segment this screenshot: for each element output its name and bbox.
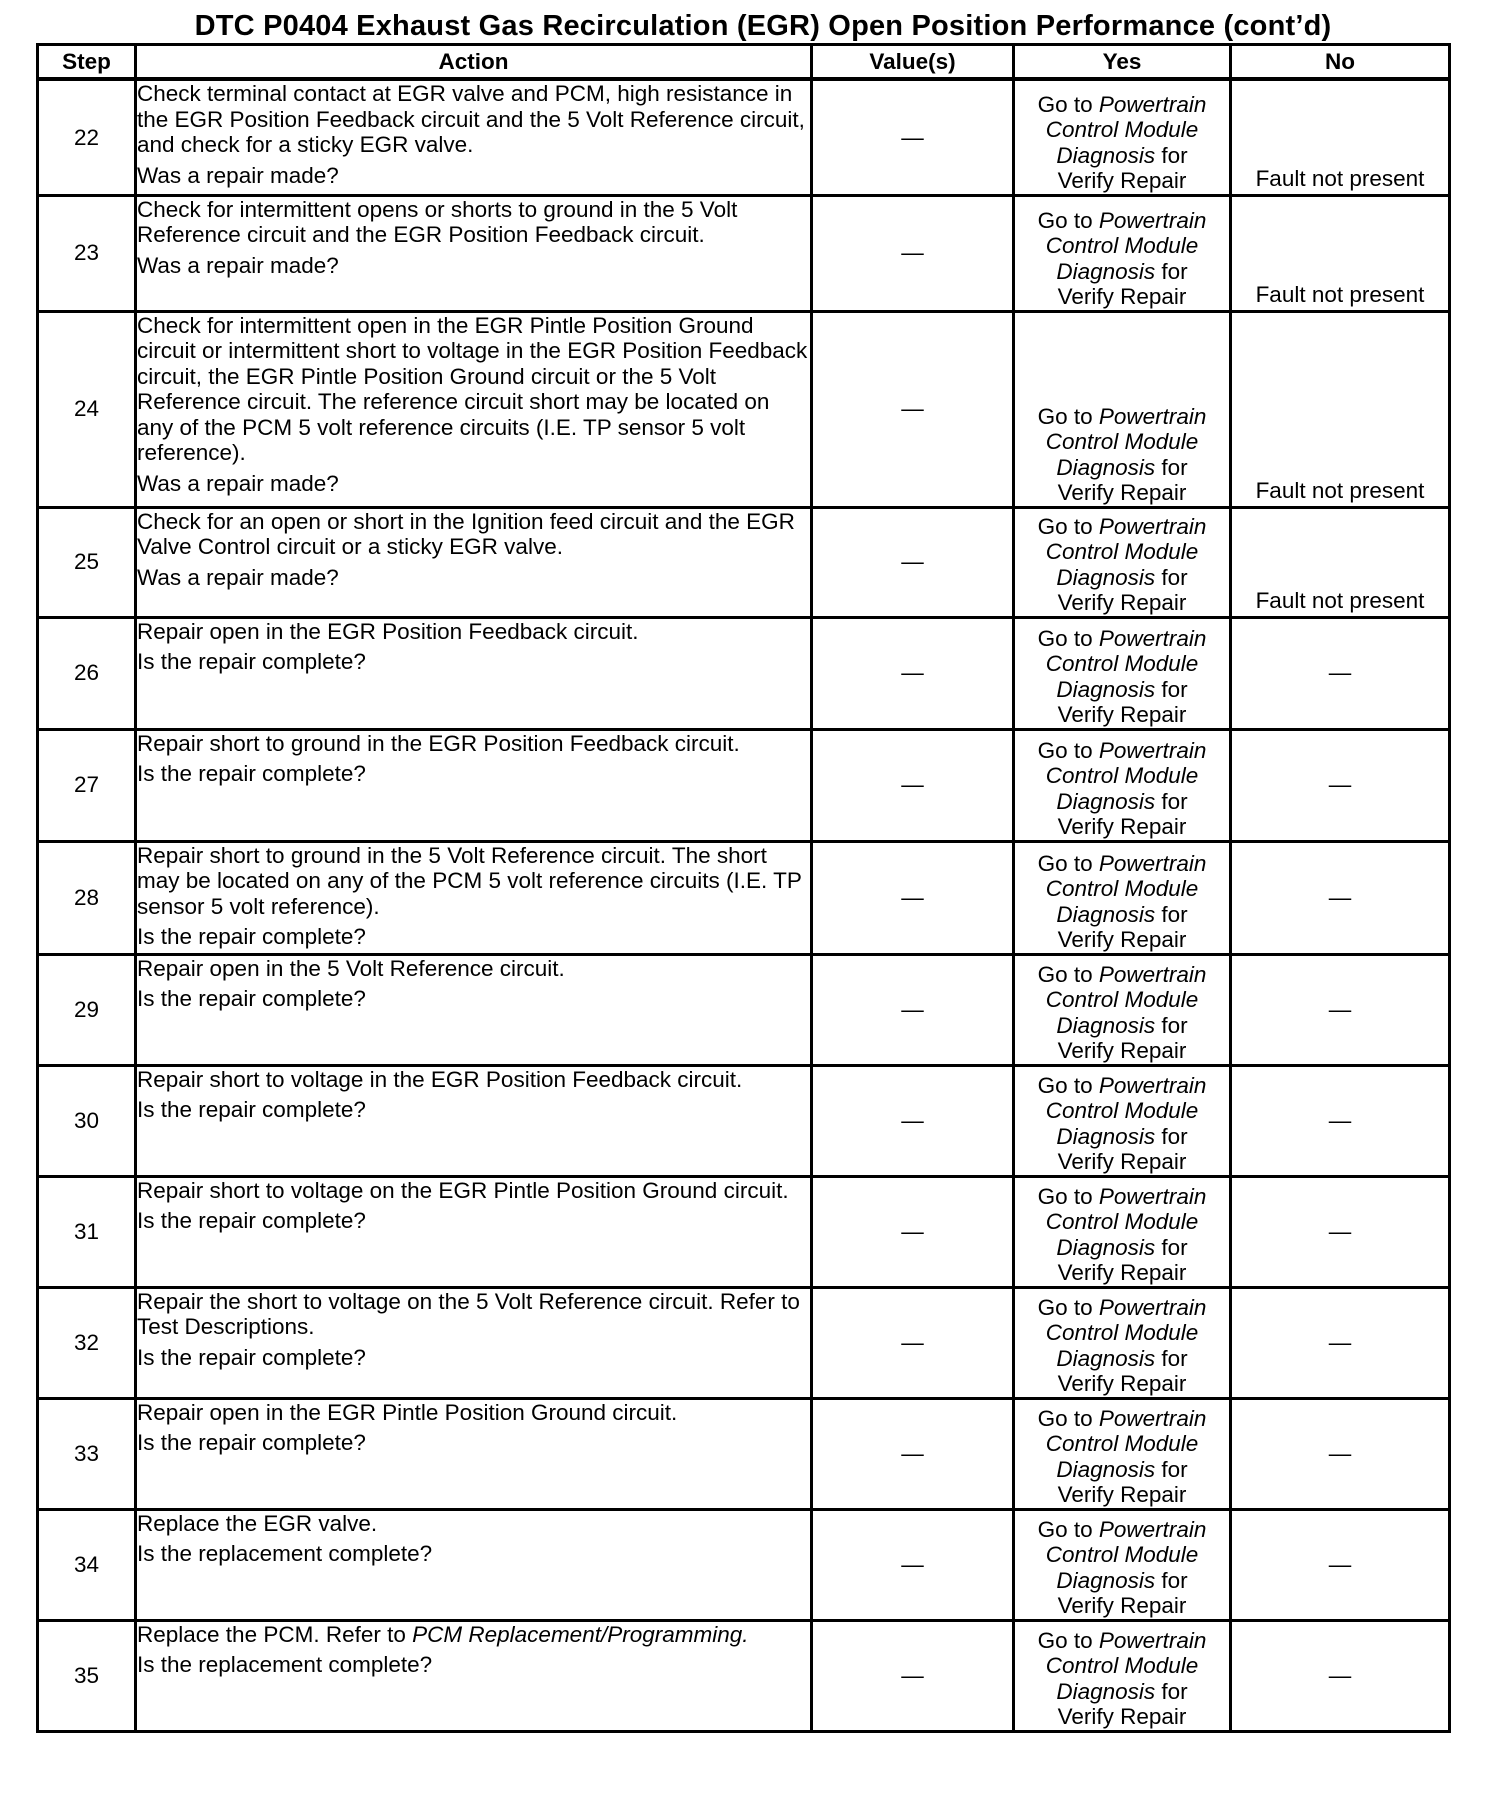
action-cell	[136, 1176, 812, 1287]
action-text: Check terminal contact at EGR valve and PCM, high resistance in the EGR Position Feedback circuit and the 5 Volt Reference circuit, and check for a sticky EGR valve.	[137, 81, 805, 157]
action-cell	[136, 954, 812, 1065]
action-text: Repair short to voltage on the EGR Pintle Position Ground circuit.	[137, 1177, 789, 1203]
action-question: Was a repair made?	[137, 252, 339, 278]
action-cell	[136, 1398, 812, 1509]
step-number: 31	[38, 1176, 136, 1287]
action-link-text: PCM Replacement/Programming.	[412, 1621, 749, 1647]
header-action: Action	[136, 45, 812, 80]
step-number: 25	[38, 507, 136, 617]
action-cell	[136, 617, 812, 729]
action-question: Is the replacement complete?	[137, 1652, 433, 1677]
table-row	[38, 507, 1450, 617]
action-question: Was a repair made?	[137, 470, 339, 496]
yes-cell: Go to Powertrain Control Module Diagnosis for Verify Repair	[1014, 79, 1231, 195]
action-question: Was a repair made?	[137, 564, 339, 590]
no-cell: —	[1231, 1287, 1450, 1398]
table-row	[38, 79, 1450, 195]
value-cell: —	[812, 841, 1014, 954]
value-cell: —	[812, 79, 1014, 195]
no-cell: —	[1231, 1620, 1450, 1731]
action-text: Check for intermittent open in the EGR Pintle Position Ground circuit or intermittent short to voltage in the EGR Position Feedback circuit, the EGR Pintle Position Ground circuit or the 5 Volt Reference circuit. The reference circuit short may be located on any of the PCM 5 volt reference circuits (I.E. TP sensor 5 volt reference).	[137, 312, 808, 465]
action-question: Is the repair complete?	[137, 1097, 366, 1122]
table-row	[38, 729, 1450, 841]
action-question: Is the repair complete?	[137, 1344, 366, 1370]
action-text: Repair open in the EGR Position Feedback circuit.	[137, 618, 639, 644]
action-question: Was a repair made?	[137, 162, 339, 188]
dtc-table	[36, 43, 1451, 1733]
action-cell	[136, 1065, 812, 1176]
no-cell: —	[1231, 617, 1450, 729]
action-text: Replace the PCM. Refer to	[137, 1621, 406, 1647]
step-number: 24	[38, 311, 136, 507]
action-cell	[136, 507, 812, 617]
step-number: 27	[38, 729, 136, 841]
no-cell: —	[1231, 1398, 1450, 1509]
action-text: Repair short to ground in the 5 Volt Reference circuit. The short may be located on any of the PCM 5 volt reference circuits (I.E. TP sensor 5 volt reference).	[137, 842, 802, 919]
value-cell: —	[812, 195, 1014, 311]
no-cell: Fault not present	[1231, 311, 1450, 507]
no-cell: —	[1231, 954, 1450, 1065]
yes-cell: Go to Powertrain Control Module Diagnosis for Verify Repair	[1014, 1065, 1231, 1176]
action-cell	[136, 79, 812, 195]
action-question: Is the replacement complete?	[137, 1541, 433, 1566]
value-cell: —	[812, 507, 1014, 617]
table-row	[38, 1509, 1450, 1620]
action-text: Repair short to ground in the EGR Position Feedback circuit.	[137, 730, 740, 756]
value-cell: —	[812, 954, 1014, 1065]
step-number: 29	[38, 954, 136, 1065]
step-number: 32	[38, 1287, 136, 1398]
no-cell: —	[1231, 729, 1450, 841]
no-cell: Fault not present	[1231, 507, 1450, 617]
table-row	[38, 954, 1450, 1065]
value-cell: —	[812, 729, 1014, 841]
step-number: 23	[38, 195, 136, 311]
action-cell	[136, 729, 812, 841]
header-row	[38, 45, 1450, 80]
no-cell: —	[1231, 841, 1450, 954]
value-cell: —	[812, 1398, 1014, 1509]
table-row	[38, 311, 1450, 507]
value-cell: —	[812, 1620, 1014, 1731]
header-step: Step	[38, 45, 136, 80]
yes-cell: Go to Powertrain Control Module Diagnosis for Verify Repair	[1014, 617, 1231, 729]
yes-cell: Go to Powertrain Control Module Diagnosis for Verify Repair	[1014, 729, 1231, 841]
action-question: Is the repair complete?	[137, 1208, 366, 1233]
value-cell: —	[812, 1287, 1014, 1398]
page-title: DTC P0404 Exhaust Gas Recirculation (EGR) Open Position Performance (cont’d)	[194, 10, 1332, 42]
yes-cell: Go to Powertrain Control Module Diagnosis for Verify Repair	[1014, 1287, 1231, 1398]
action-cell	[136, 1287, 812, 1398]
yes-cell: Go to Powertrain Control Module Diagnosis for Verify Repair	[1014, 507, 1231, 617]
yes-cell: Go to Powertrain Control Module Diagnosis for Verify Repair	[1014, 841, 1231, 954]
action-text: Repair the short to voltage on the 5 Volt Reference circuit. Refer to Test Descriptions.	[137, 1288, 800, 1339]
action-cell	[136, 1509, 812, 1620]
table-row	[38, 1620, 1450, 1731]
yes-cell: Go to Powertrain Control Module Diagnosis for Verify Repair	[1014, 954, 1231, 1065]
header-no: No	[1231, 45, 1450, 80]
action-cell	[136, 311, 812, 507]
table-row	[38, 617, 1450, 729]
yes-cell: Go to Powertrain Control Module Diagnosis for Verify Repair	[1014, 1398, 1231, 1509]
step-number: 26	[38, 617, 136, 729]
action-question: Is the repair complete?	[137, 1430, 366, 1455]
no-cell: Fault not present	[1231, 79, 1450, 195]
action-question: Is the repair complete?	[137, 986, 366, 1011]
no-cell: —	[1231, 1065, 1450, 1176]
yes-cell: Go to Powertrain Control Module Diagnosis for Verify Repair	[1014, 1176, 1231, 1287]
action-text: Check for an open or short in the Ignition feed circuit and the EGR Valve Control circuit or a sticky EGR valve.	[137, 508, 795, 559]
action-text: Replace the EGR valve.	[137, 1510, 378, 1536]
table-row	[38, 1398, 1450, 1509]
table-row	[38, 195, 1450, 311]
yes-cell: Go to Powertrain Control Module Diagnosis for Verify Repair	[1014, 195, 1231, 311]
step-number: 28	[38, 841, 136, 954]
action-text: Repair short to voltage in the EGR Position Feedback circuit.	[137, 1066, 743, 1092]
value-cell: —	[812, 1509, 1014, 1620]
table-row	[38, 841, 1450, 954]
action-question: Is the repair complete?	[137, 649, 366, 674]
header-values: Value(s)	[812, 45, 1014, 80]
table-row	[38, 1176, 1450, 1287]
action-text: Repair open in the 5 Volt Reference circuit.	[137, 955, 565, 981]
action-question: Is the repair complete?	[137, 761, 366, 786]
table-row	[38, 1287, 1450, 1398]
table-row	[38, 1065, 1450, 1176]
header-yes: Yes	[1014, 45, 1231, 80]
value-cell: —	[812, 1176, 1014, 1287]
no-cell: Fault not present	[1231, 195, 1450, 311]
value-cell: —	[812, 1065, 1014, 1176]
table-body	[38, 79, 1450, 1731]
yes-cell: Go to Powertrain Control Module Diagnosis for Verify Repair	[1014, 1620, 1231, 1731]
yes-cell: Go to Powertrain Control Module Diagnosis for Verify Repair	[1014, 1509, 1231, 1620]
step-number: 30	[38, 1065, 136, 1176]
action-text: Check for intermittent opens or shorts to ground in the 5 Volt Reference circuit and the EGR Position Feedback circuit.	[137, 196, 738, 247]
value-cell: —	[812, 311, 1014, 507]
action-text: Repair open in the EGR Pintle Position Ground circuit.	[137, 1399, 678, 1425]
action-question: Is the repair complete?	[137, 924, 366, 949]
step-number: 22	[38, 79, 136, 195]
step-number: 35	[38, 1620, 136, 1731]
no-cell: —	[1231, 1176, 1450, 1287]
value-cell: —	[812, 617, 1014, 729]
step-number: 34	[38, 1509, 136, 1620]
action-cell	[136, 841, 812, 954]
step-number: 33	[38, 1398, 136, 1509]
yes-cell: Go to Powertrain Control Module Diagnosis for Verify Repair	[1014, 311, 1231, 507]
action-cell	[136, 1620, 812, 1731]
no-cell: —	[1231, 1509, 1450, 1620]
action-cell	[136, 195, 812, 311]
